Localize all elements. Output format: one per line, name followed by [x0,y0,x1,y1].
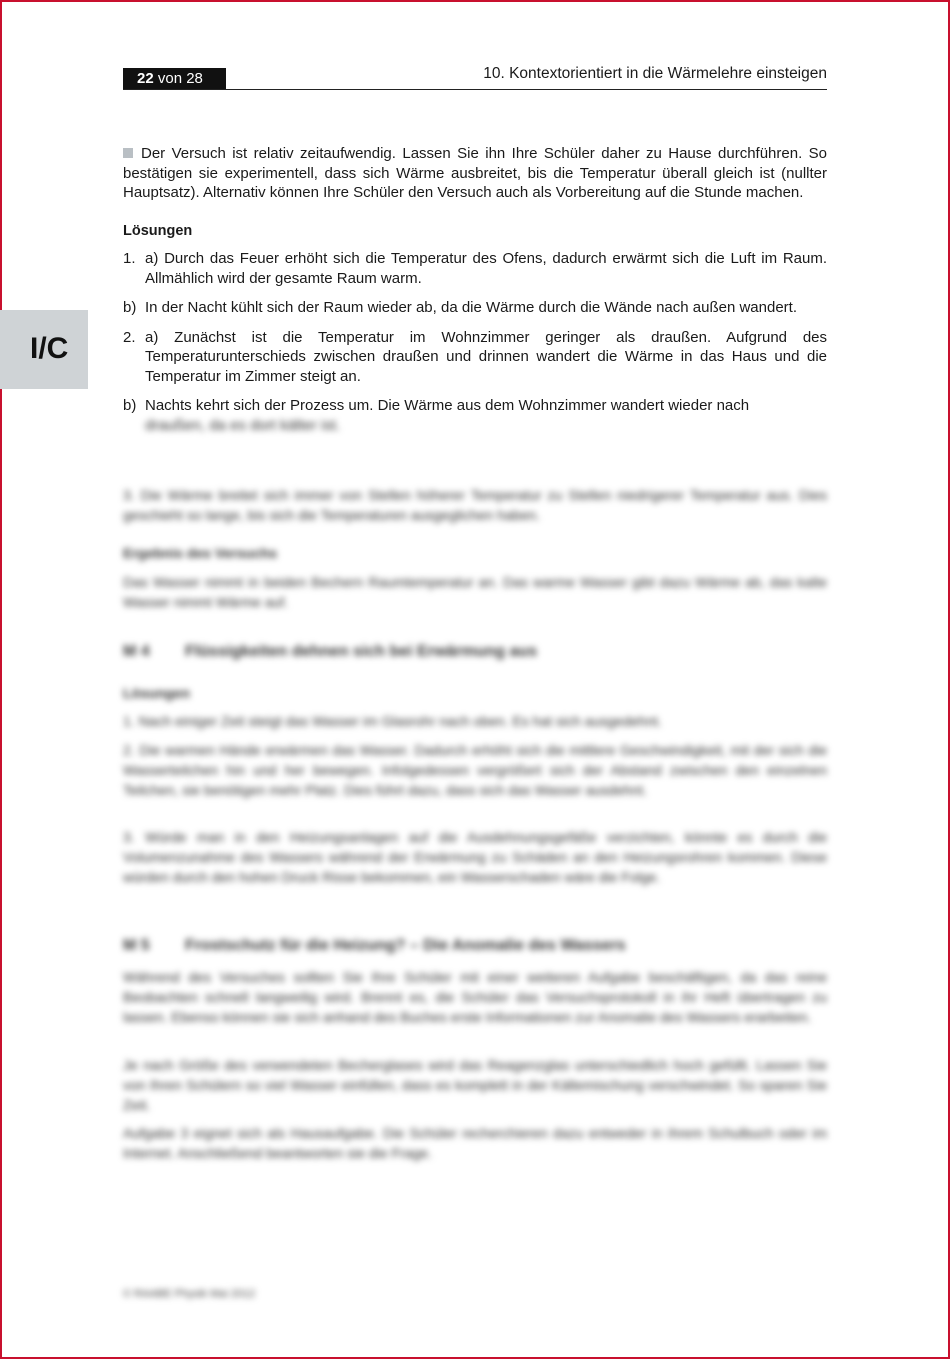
section-m5-paragraph-1: Während des Versuches sollten Sie Ihre Schüler mit einer weiteren Aufgabe beschäftigen, da das reine Beobachten schnell langweilig wird. Brennt es, die Schüler das Versuchsprotokoll in ihr Heft übertragen zu lassen. Ebenso können sie sich anhand des Buches erste Informationen zur Anomalie des Wassers erarbeiten. [123,969,827,1025]
bullet-square-icon [123,148,133,158]
footer-copyright: © RAABE Physik Mai 2012 [123,1288,256,1300]
section-tab [0,310,88,389]
item-number: b) [123,299,137,316]
page-number: 22 [137,70,154,87]
section-title-text: Flüssigkeiten dehnen sich bei Erwärmung aus [185,643,538,660]
item-text: a) Durch das Feuer erhöht sich die Temperatur des Ofens, dadurch erwärmt sich die Luft im Raum. Allmählich wird der gesamte Raum warm. [145,250,827,287]
intro-text: Der Versuch ist relativ zeitaufwendig. Lassen Sie ihn Ihre Schüler daher zu Hause durchführen. So bestätigen sie experimentell, dass sich Wärme ausbreitet, bis die Temperatur überall gleich ist (nullter Hauptsatz). Alternativ können Ihre Schüler den Versuch auch als Vorbereitung auf die Stunde machen. [123,145,827,201]
blurred-continuation [123,416,827,436]
solution-item [123,249,827,288]
section-m5-title [123,937,626,955]
item-number: 2. [123,328,136,346]
section-tab-label: I/C [30,332,69,365]
section-m4-heading: Lösungen [123,685,190,701]
item-text: a) Zunächst ist die Temperatur im Wohnzimmer geringer als draußen. Aufgrund des Temperaturunterschieds zwischen draußen und drinnen wandert die Wärme in das Haus und die Temperatur im Zimmer steigt an. [145,328,827,385]
solutions-heading: Lösungen [123,222,193,239]
solution-item [123,396,827,416]
intro-paragraph [123,144,827,203]
main-content [123,144,827,445]
section-m4-item-1: 1. Nach einiger Zeit steigt das Wasser im Glasrohr nach oben. Es hat sich ausgedehnt. [123,713,662,729]
blurred-continuation-text: draußen, da es dort kälter ist. [145,416,341,434]
section-m5-paragraph-3: Aufgabe 3 eignet sich als Hausaufgabe. Die Schüler recherchieren dazu entweder in ihrem Schulbuch oder im Internet. Anschließend beantworten sie die Frage. [123,1125,827,1161]
results-heading: Ergebnis des Versuchs [123,545,278,561]
section-m4-title [123,643,537,661]
section-m4-item-3: 3. Würde man in den Heizungsanlagen auf die Ausdehnungsgefäße verzichten, könnte es durch die Volumenzunahme des Wassers während der Erwärmung zu Schäden an den Heizungsrohren kommen. Diese würden durch den hohen Druck Risse bekommen, ein Wasserschaden wäre die Folge. [123,829,827,885]
blurred-item-3: 3. Die Wärme breitet sich immer von Stellen höherer Temperatur zu Stellen niedrigerer Temperatur aus. Dies geschieht so lange, bis sich die Temperaturen ausgeglichen haben. [123,487,827,523]
section-code: M 5 [123,937,150,954]
page-header [123,64,827,90]
section-m5-paragraph-2: Je nach Größe des verwendeten Becherglases wird das Reagenzglas unterschiedlich hoch gefüllt. Lassen Sie von Ihren Schülern so viel Wasser einfüllen, dass es komplett in der Kältemischung verschwindet. So sparen Sie Zeit. [123,1057,827,1113]
item-text: Nachts kehrt sich der Prozess um. Die Wärme aus dem Wohnzimmer wandert wieder nach [145,397,750,414]
page-number-badge [123,68,226,89]
results-text: Das Wasser nimmt in beiden Bechern Raumtemperatur an. Das warme Wasser gibt dazu Wärme ab, das kalte Wasser nimmt Wärme auf. [123,574,827,610]
item-number: b) [123,397,137,414]
page-total: von 28 [153,70,203,87]
section-title-text: Frostschutz für die Heizung? – Die Anomalie des Wassers [185,937,626,954]
section-m4-item-2: 2. Die warmen Hände erwärmen das Wasser. Dadurch erhöht sich die mittlere Geschwindigkeit, mit der sich die Wasserteilchen hin und her bewegen. Infolgedessen vergrößert sich der Abstand zwischen den einzelnen Teilchen, sie benötigen mehr Platz. Dies führt dazu, dass sich das Wasser ausdehnt. [123,742,827,798]
item-number: 1. [123,250,136,267]
item-text: In der Nacht kühlt sich der Raum wieder ab, da die Wärme durch die Wände nach außen wandert. [145,299,798,316]
solution-item [123,328,827,387]
section-code: M 4 [123,643,150,660]
solution-item [123,298,827,318]
chapter-title: 10. Kontextorientiert in die Wärmelehre einsteigen [483,65,827,82]
